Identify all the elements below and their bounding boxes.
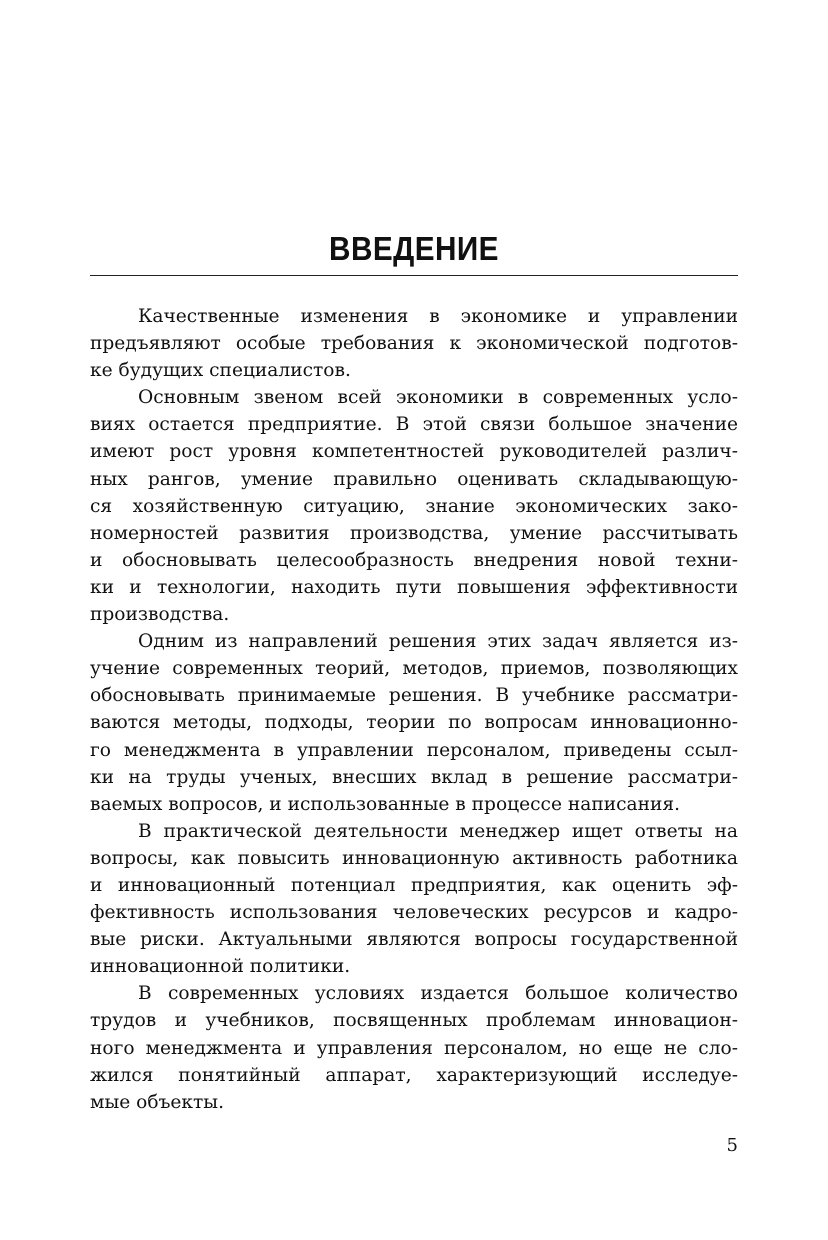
text-line: В современных условиях издается большое количество — [138, 983, 738, 1005]
text-line: ваемых вопросов, и использованные в процессе написания. — [90, 793, 681, 815]
text-line: ного менеджмента и управления персоналом, но еще не сло- — [90, 1037, 738, 1059]
text-line: имеют рост уровня компетентностей руководителей различ- — [90, 441, 738, 463]
text-line: инновационной политики. — [90, 956, 351, 978]
text-line: ся хозяйственную ситуацию, знание экономических зако- — [90, 495, 738, 517]
text-line: обосновывать принимаемые решения. В учебнике рассматри- — [90, 685, 738, 707]
text-line: Качественные изменения в экономике и управлении — [138, 306, 738, 327]
text-line: трудов и учебников, посвященных проблемам инновацион- — [90, 1010, 738, 1032]
text-line: фективность использования человеческих ресурсов и кадро- — [90, 902, 738, 924]
text-line: вопросы, как повысить инновационную активность работника — [90, 847, 738, 869]
text-line: Одним из направлений решения этих задач является из- — [138, 631, 738, 653]
text-line: производства. — [90, 604, 230, 626]
text-line: предъявляют особые требования к экономической подготов- — [90, 333, 738, 355]
text-line: ке будущих специалистов. — [90, 360, 351, 382]
text-line: виях остается предприятие. В этой связи большое значение — [90, 414, 738, 436]
text-line: номерностей развития производства, умение рассчитывать — [90, 522, 738, 544]
text-line: ки и технологии, находить пути повышения эффективности — [90, 576, 738, 598]
page-number: 5 — [726, 1135, 738, 1156]
text-line: и инновационный потенциал предприятия, как оценить эф- — [90, 874, 738, 896]
paragraph-1 — [90, 303, 738, 384]
paragraph-5 — [90, 980, 738, 1115]
text-line: мые объекты. — [90, 1091, 225, 1113]
text-line: и обосновывать целесообразность внедрения новой техни- — [90, 549, 738, 571]
title-underline-rule — [90, 275, 738, 276]
text-line: ваются методы, подходы, теории по вопросам инновационно- — [90, 712, 738, 734]
text-line: ки на труды ученых, внесших вклад в решение рассматри- — [90, 766, 738, 788]
text-line: учение современных теорий, методов, приемов, позволяющих — [90, 658, 738, 680]
body-text — [90, 303, 738, 1116]
text-line: вые риски. Актуальными являются вопросы государственной — [90, 929, 738, 951]
text-line: ных рангов, умение правильно оценивать складывающую- — [90, 468, 738, 490]
paragraph-3 — [90, 628, 738, 818]
text-line: Основным звеном всей экономики в современных усло- — [138, 387, 738, 409]
text-line: го менеджмента в управлении персоналом, приведены ссыл- — [90, 739, 738, 761]
text-line: В практической деятельности менеджер ищет ответы на — [138, 820, 738, 842]
paragraph-2 — [90, 384, 738, 628]
text-line: жился понятийный аппарат, характеризующий исследуе- — [90, 1064, 738, 1086]
paragraph-4 — [90, 818, 738, 981]
chapter-title: ВВЕДЕНИЕ — [329, 230, 499, 267]
